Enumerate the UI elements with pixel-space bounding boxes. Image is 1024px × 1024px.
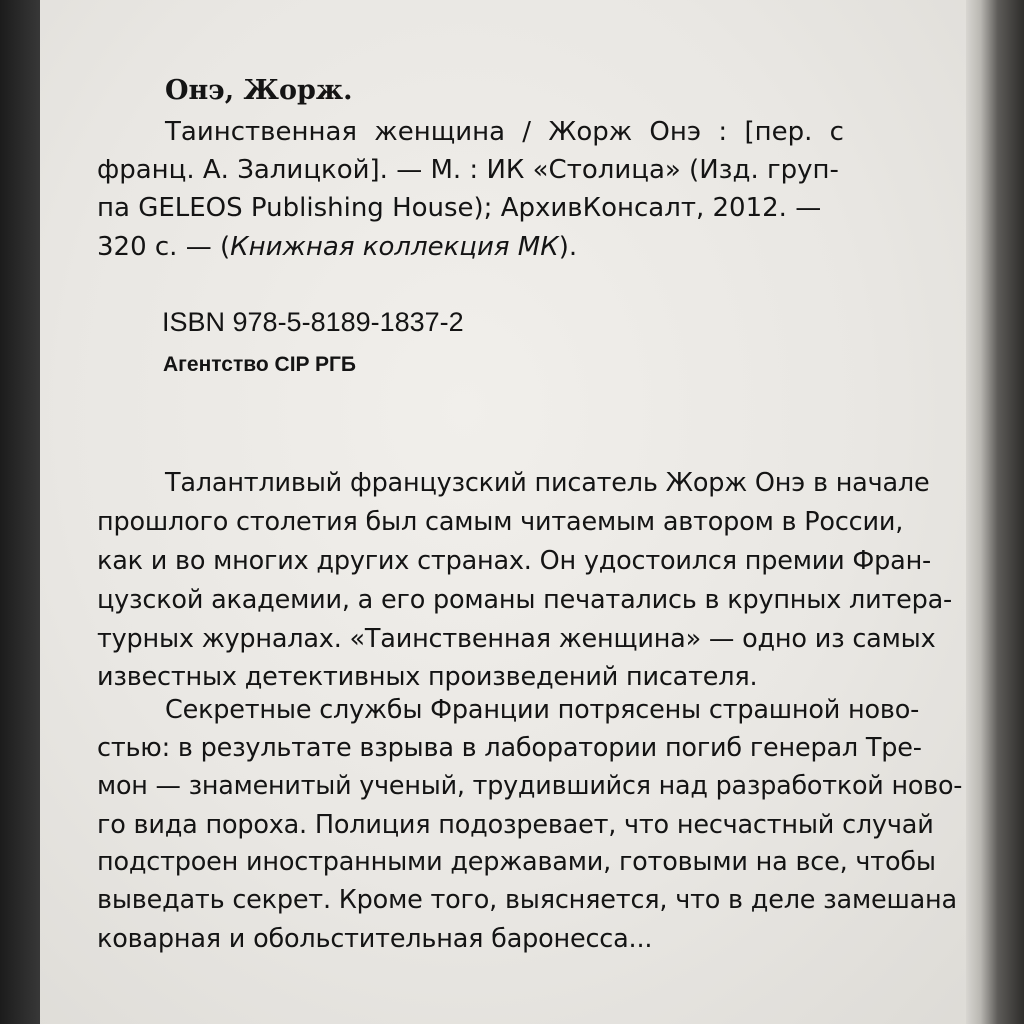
page-edge-shadow [966, 0, 1024, 1024]
bibliographic-line-4 [97, 230, 577, 264]
annotation-line: известных детективных произведений писателя. [97, 662, 758, 692]
bibliographic-line-1: Таинственная женщина / Жорж Онэ : [пер. с [165, 117, 844, 147]
bibliographic-line-3: па GELEOS Publishing House); АрхивКонсалт, 2012. — [97, 193, 822, 223]
series-title: Книжная коллекция МК [230, 232, 559, 262]
annotation-line: стью: в результате взрыва в лаборатории погиб генерал Тре- [97, 733, 922, 763]
cip-agency: Агентство CIP РГБ [163, 353, 357, 376]
annotation-line: прошлого столетия был самым читаемым автором в России, [97, 507, 904, 537]
author-heading: Онэ, Жорж. [165, 75, 353, 106]
isbn-number: ISBN 978-5-8189-1837-2 [162, 307, 464, 337]
annotation-line: мон — знаменитый ученый, трудившийся над разработкой ново- [97, 771, 963, 801]
annotation-line: Секретные службы Франции потрясены страшной ново- [165, 695, 920, 725]
pages-prefix: 320 с. — ( [97, 232, 231, 262]
annotation-line: го вида пороха. Полиция подозревает, что несчастный случай [97, 810, 934, 840]
annotation-line: как и во многих других странах. Он удостоился премии Фран- [97, 546, 932, 576]
annotation-line: Талантливый французский писатель Жорж Онэ в начале [165, 468, 930, 498]
annotation-line: цузской академии, а его романы печатались в крупных литера- [97, 585, 953, 615]
annotation-line: подстроен иностранными державами, готовыми на все, чтобы [97, 847, 936, 877]
bibliographic-line-2: франц. А. Залицкой]. — М. : ИК «Столица» (Изд. груп- [97, 155, 839, 185]
annotation-line: коварная и обольстительная баронесса... [97, 924, 653, 954]
annotation-line: турных журналах. «Таинственная женщина» — одно из самых [97, 624, 936, 654]
series-suffix: ). [558, 232, 578, 262]
book-spine-shadow [0, 0, 44, 1024]
annotation-line: выведать секрет. Кроме того, выясняется, что в деле замешана [97, 885, 957, 915]
